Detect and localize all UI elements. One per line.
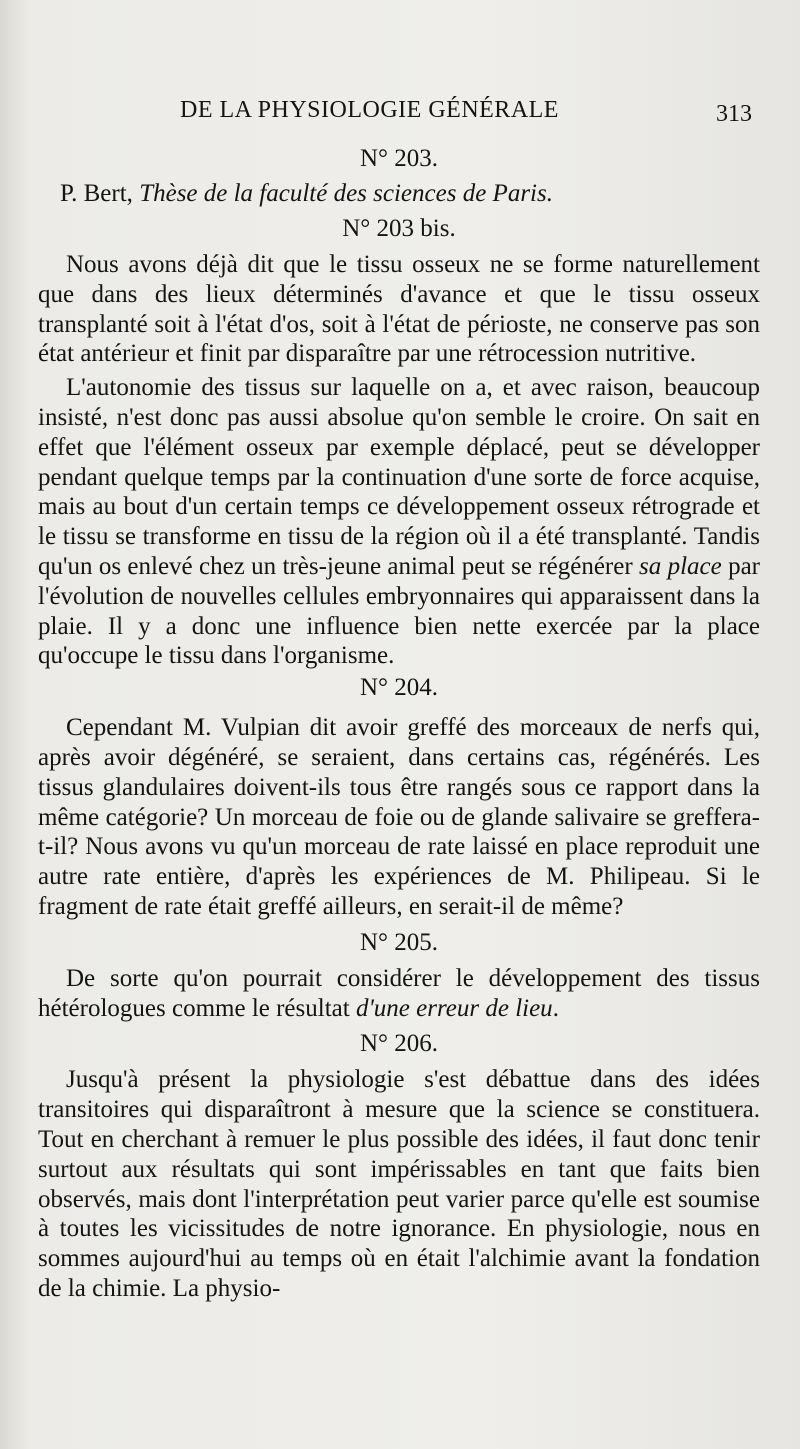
paragraph-205-1 <box>38 964 760 1024</box>
page-header <box>0 97 800 137</box>
paragraph-text: par l'évolution de nouvelles cellules embryonnaires qui apparaissent dans la plaie. Il y a donc une influence bien nette exercée par la place qu'occupe le tissu dans l'organisme. <box>38 552 760 670</box>
section-heading-204: N° 204. <box>359 674 439 702</box>
citation-203 <box>60 176 760 212</box>
citation-author: P. Bert, <box>60 180 140 207</box>
paragraph-text: . <box>552 994 559 1022</box>
emphasis-text: sa place <box>639 552 722 580</box>
section-heading-206: N° 206. <box>359 1030 439 1058</box>
citation-title: Thèse de la faculté des sciences de Paris. <box>139 180 553 207</box>
page-body <box>38 142 760 1304</box>
section-heading-203-bis: N° 203 bis. <box>342 215 456 242</box>
section-heading-205: N° 205. <box>359 928 439 956</box>
running-head: DE LA PHYSIOLOGIE GÉNÉRALE <box>180 97 559 123</box>
paragraph-204-1: Cependant M. Vulpian dit avoir greffé des morceaux de nerfs qui, après avoir dégénéré, se seraient, dans certains cas, régénérés. Les tissus glandulaires doivent-ils tous être rangés sous ce rapport dans la même catégorie? Un morceau de foie ou de glande salivaire se greffera-t-il? Nous avons vu qu'un morceau de rate laissé en place reproduit une autre rate entière, d'après les expériences de M. Philipeau. Si le fragment de rate était greffé ailleurs, en serait-il de même? <box>38 714 760 920</box>
paragraph-203-bis-2 <box>38 373 760 671</box>
paragraph-text: L'autonomie des tissus sur laquelle on a, et avec raison, beaucoup insisté, n'est donc pas aussi absolue qu'on semble le croire. On sait en effet que l'élément osseux par exemple déplacé, peut se développer pendant quelque temps par la continuation d'une sorte de force acquise, mais au bout d'un certain temps ce développement osseux rétrograde et le tissu se transforme en tissu de la région où il a été transplanté. Tandis qu'un os enlevé chez un très-jeune animal peut se régénérer <box>38 374 760 580</box>
page-number: 313 <box>716 101 752 127</box>
section-heading-203: N° 203. <box>359 145 439 172</box>
paragraph-203-bis-1: Nous avons déjà dit que le tissu osseux ne se forme naturellement que dans des lieux déterminés d'avance et que le tissu osseux transplanté soit à l'état d'os, soit à l'état de périoste, ne conserve pas son état antérieur et finit par disparaître par une rétrocession nutritive. <box>38 251 760 368</box>
paragraph-206-1: Jusqu'à présent la physiologie s'est débattue dans des idées transitoires qui disparaîtront à mesure que la science se constituera. Tout en cherchant à remuer le plus possible des idées, il faut donc tenir surtout aux résultats qui sont impérissables en tant que faits bien observés, mais dont l'interprétation peut varier parce qu'elle est soumise à toutes les vicissitudes de notre ignorance. En physiologie, nous en sommes aujourd'hui au temps où en était l'alchimie avant la fondation de la chimie. La physio- <box>38 1066 760 1302</box>
emphasis-text: d'une erreur de lieu <box>355 994 553 1022</box>
paragraph-text: De sorte qu'on pourrait considérer le développement des tissus hétérologues comme le résultat <box>38 964 760 1022</box>
